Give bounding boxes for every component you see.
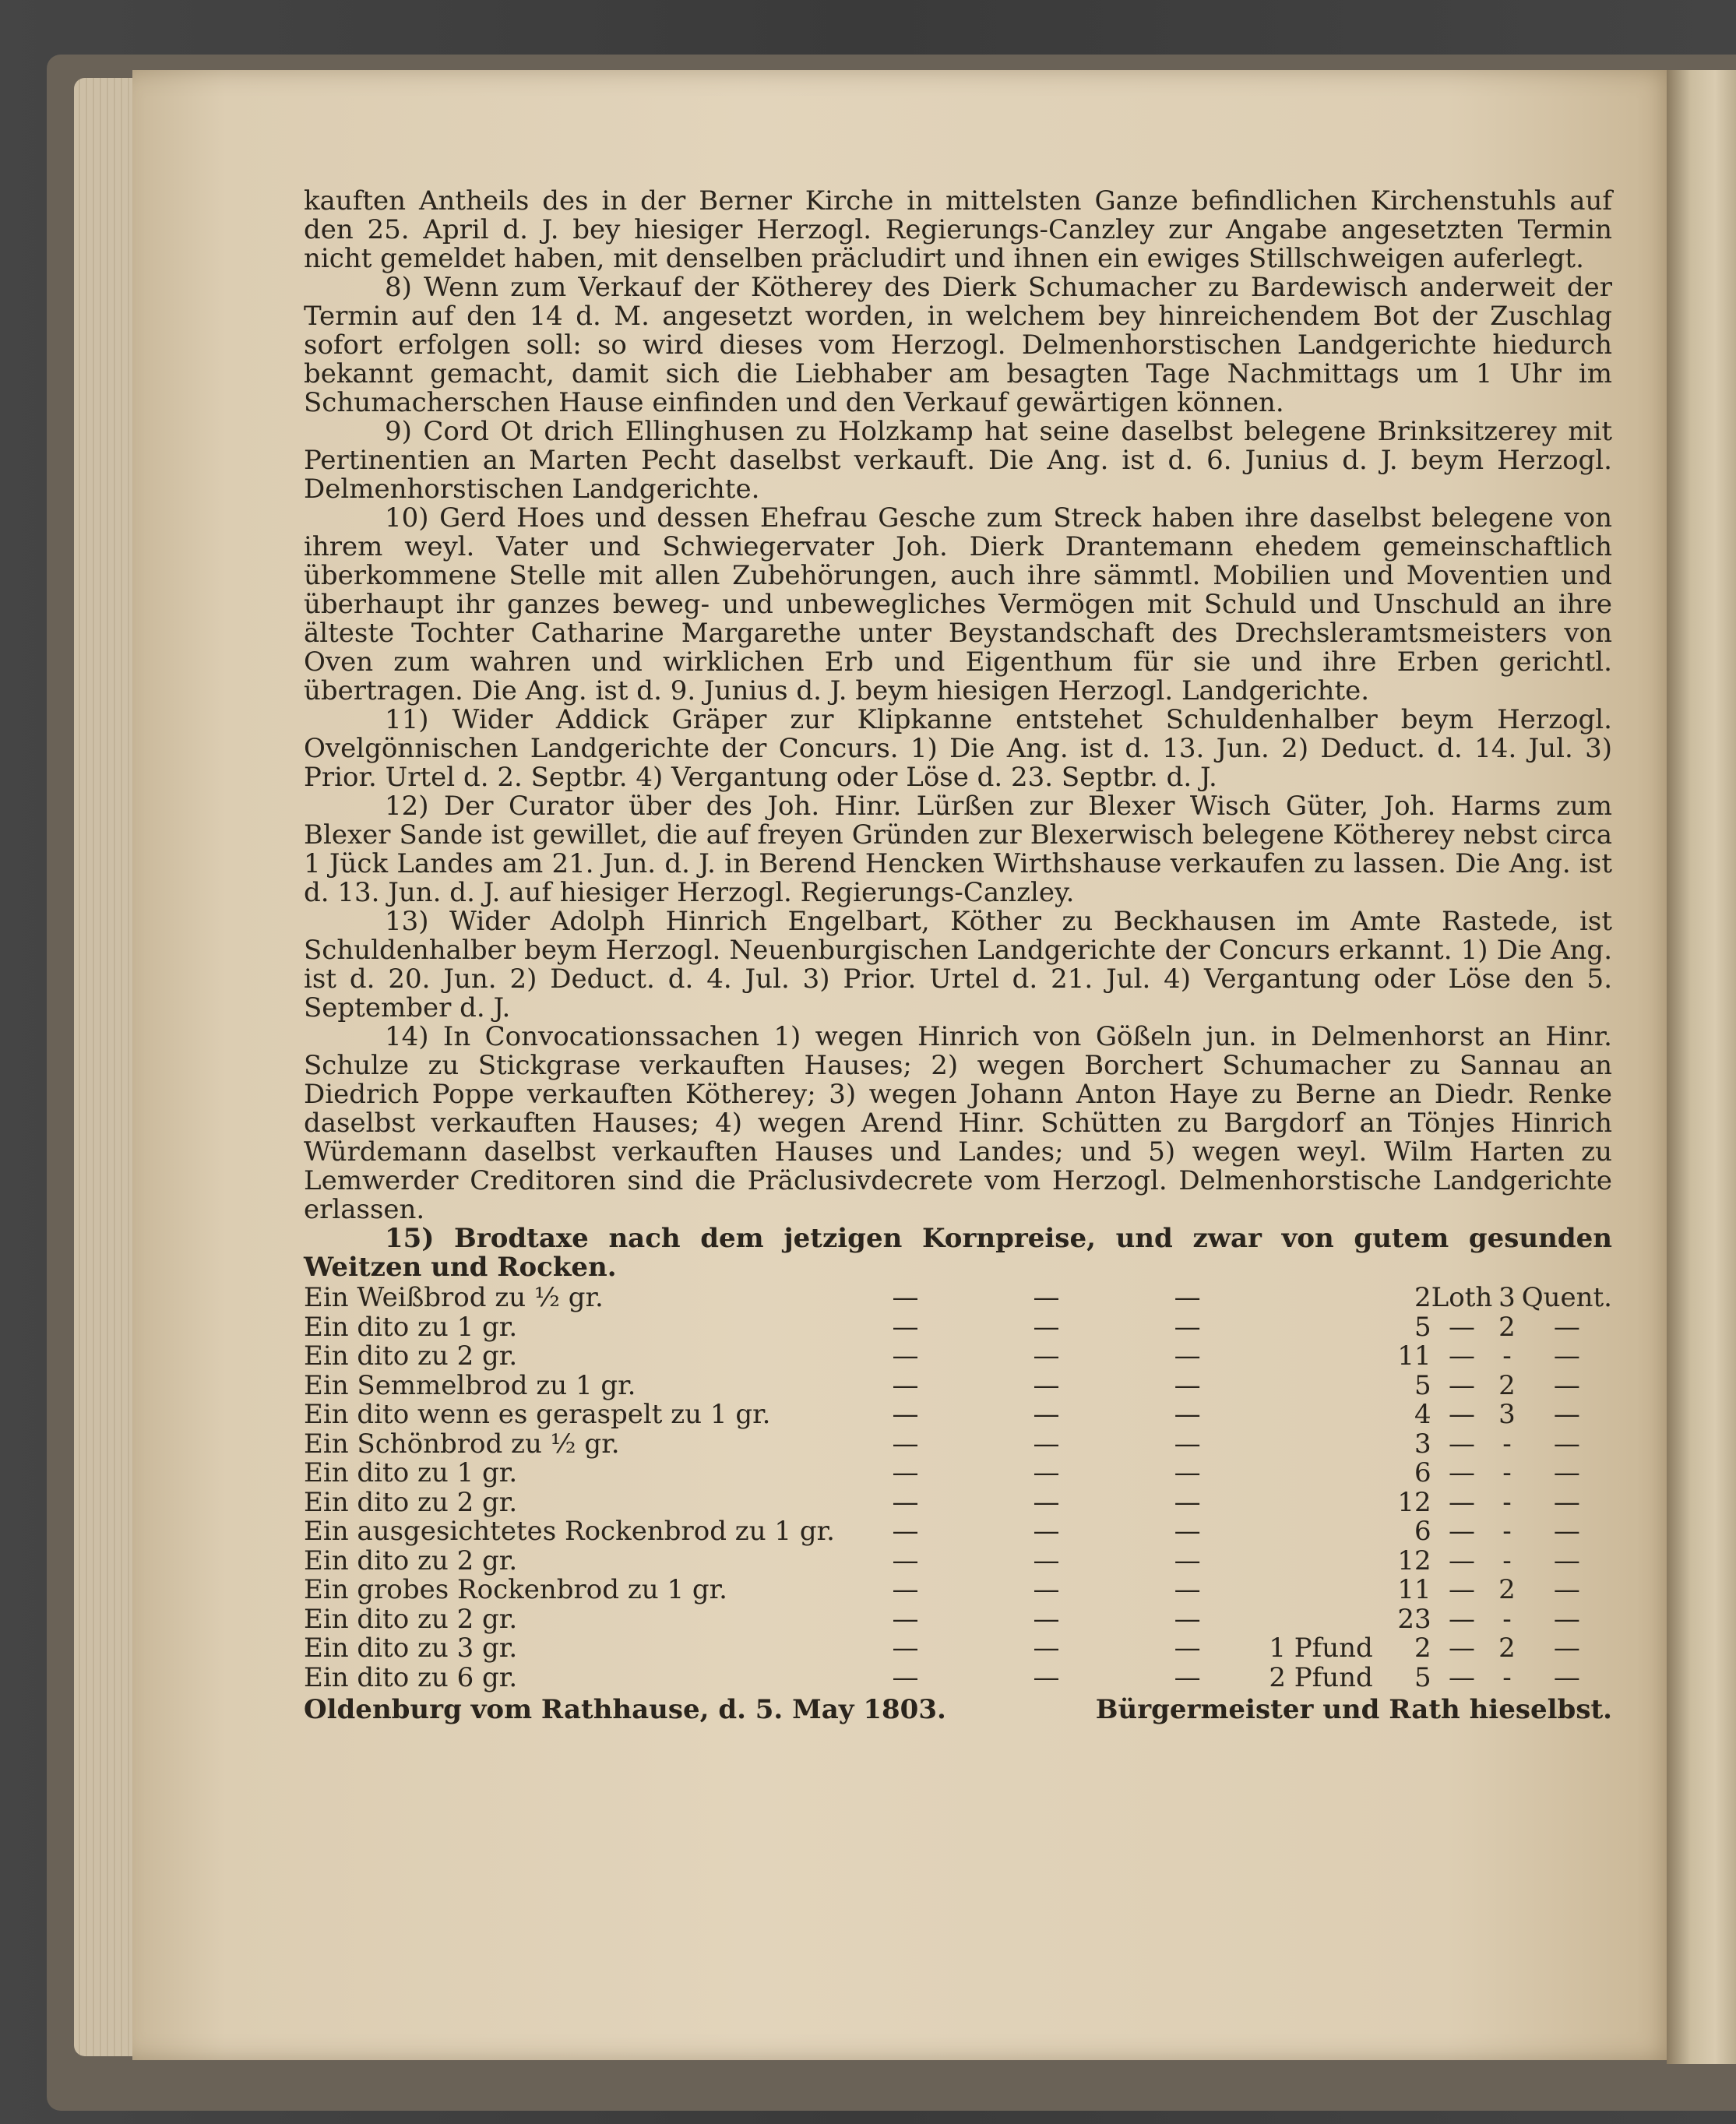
- weight-note: 2 Pfund: [1269, 1661, 1373, 1693]
- weight-unit: —: [1448, 1516, 1475, 1547]
- dash-1: —: [892, 1603, 919, 1635]
- weight-unit: —: [1448, 1457, 1475, 1488]
- table-row: [304, 1313, 1612, 1343]
- quent-value: -: [1502, 1428, 1512, 1460]
- weight-note: [1258, 1605, 1373, 1635]
- weight-value: 12: [1397, 1486, 1431, 1518]
- quent-value: 3: [1498, 1399, 1516, 1430]
- dash-2: —: [1033, 1516, 1060, 1547]
- table-row: [304, 1430, 1612, 1460]
- weight-value: 2: [1414, 1633, 1431, 1664]
- dash-1: —: [892, 1399, 919, 1430]
- weight-unit: —: [1448, 1633, 1475, 1664]
- weight-note: 1 Pfund: [1269, 1633, 1373, 1664]
- dash-3: —: [1174, 1340, 1201, 1372]
- weight-note: [1258, 1400, 1373, 1430]
- dash-1: —: [892, 1369, 919, 1401]
- item: Ein dito zu 2 gr.: [304, 1340, 518, 1372]
- table-row: [304, 1459, 1612, 1488]
- dash-1: —: [892, 1282, 919, 1313]
- quent-unit: Quent.: [1521, 1282, 1612, 1313]
- item: Ein dito zu 2 gr.: [304, 1486, 518, 1518]
- dash-2: —: [1033, 1603, 1060, 1635]
- dash-3: —: [1174, 1428, 1201, 1460]
- page-text: [304, 187, 1612, 1724]
- dash-3: —: [1174, 1574, 1201, 1605]
- quent-unit: —: [1553, 1486, 1580, 1518]
- dash-2: —: [1033, 1574, 1060, 1605]
- table-row: [304, 1372, 1612, 1401]
- weight-value: 5: [1414, 1369, 1431, 1401]
- dash-2: —: [1033, 1399, 1060, 1430]
- weight-unit: —: [1448, 1661, 1475, 1693]
- quent-unit: —: [1553, 1369, 1580, 1401]
- dash-2: —: [1033, 1428, 1060, 1460]
- quent-unit: —: [1553, 1340, 1580, 1372]
- table-row: [304, 1664, 1612, 1693]
- weight-note: [1258, 1517, 1373, 1547]
- dash-3: —: [1174, 1399, 1201, 1430]
- item: Ein dito zu 2 gr.: [304, 1603, 518, 1635]
- bread-tax-table: [304, 1284, 1612, 1693]
- weight-unit: —: [1448, 1311, 1475, 1343]
- table-row: [304, 1517, 1612, 1547]
- dash-3: —: [1174, 1369, 1201, 1401]
- paragraph-8: 8) Wenn zum Verkauf der Kötherey des Dierk Schumacher zu Bardewisch anderweit der Termin auf den 14 d. M. angesetzt worden, in welchem bey hinreichendem Bot der Zuschlag sofort erfolgen soll: so wird dieses vom Herzogl. Delmenhorstischen Landgerichte hiedurch bekannt gemacht, damit sich die Liebhaber am besagten Tage Nachmittags um 1 Uhr im Schumacherschen Hause einfinden und den Verkauf gewärtigen können.: [304, 272, 1612, 418]
- item: Ein dito zu 2 gr.: [304, 1545, 518, 1576]
- paragraph-12: 12) Der Curator über des Joh. Hinr. Lürßen zur Blexer Wisch Güter, Joh. Harms zum Blexer Sande ist gewillet, die auf freyen Gründen zur Blexerwisch belegene Kötherey nebst circa 1 Jück Landes am 21. Jun. d. J. in Berend Hencken Wirthshause verkaufen zu lassen. Die Ang. ist d. 13. Jun. d. J. auf hiesiger Herzogl. Regierungs-Canzley.: [304, 791, 1612, 908]
- dash-2: —: [1033, 1633, 1060, 1664]
- page-footer: [304, 1696, 1612, 1724]
- weight-value: 6: [1414, 1516, 1431, 1547]
- dash-3: —: [1174, 1311, 1201, 1343]
- paragraph-9: 9) Cord Ot drich Ellinghusen zu Holzkamp hat seine daselbst belegene Brinksitzerey mit Pertinentien an Marten Pecht daselbst verkauft. Die Ang. ist d. 6. Junius d. J. beym Herzogl. Delmenhorstischen Landgerichte.: [304, 416, 1612, 505]
- quent-unit: —: [1553, 1661, 1580, 1693]
- quent-value: -: [1502, 1516, 1512, 1547]
- weight-note: [1258, 1459, 1373, 1488]
- weight-value: 4: [1414, 1399, 1431, 1430]
- weight-unit: —: [1448, 1574, 1475, 1605]
- quent-unit: —: [1553, 1457, 1580, 1488]
- weight-value: 12: [1397, 1545, 1431, 1576]
- weight-unit: —: [1448, 1428, 1475, 1460]
- dash-1: —: [892, 1574, 919, 1605]
- dash-3: —: [1174, 1486, 1201, 1518]
- dash-2: —: [1033, 1369, 1060, 1401]
- item: Ein dito zu 6 gr.: [304, 1661, 518, 1693]
- quent-unit: —: [1553, 1545, 1580, 1576]
- dash-3: —: [1174, 1516, 1201, 1547]
- item: Ein Schönbrod zu ½ gr.: [304, 1428, 620, 1460]
- dash-1: —: [892, 1661, 919, 1693]
- quent-value: -: [1502, 1545, 1512, 1576]
- weight-unit: —: [1448, 1486, 1475, 1518]
- dash-3: —: [1174, 1633, 1201, 1664]
- weight-note: [1258, 1313, 1373, 1343]
- quent-unit: —: [1553, 1603, 1580, 1635]
- quent-unit: —: [1553, 1516, 1580, 1547]
- quent-unit: —: [1553, 1633, 1580, 1664]
- item: Ein dito wenn es geraspelt zu 1 gr.: [304, 1399, 771, 1430]
- quent-unit: —: [1553, 1311, 1580, 1343]
- weight-unit: —: [1448, 1545, 1475, 1576]
- weight-note: [1258, 1342, 1373, 1372]
- dash-1: —: [892, 1545, 919, 1576]
- item: Ein Weißbrod zu ½ gr.: [304, 1282, 604, 1313]
- dash-3: —: [1174, 1661, 1201, 1693]
- table-row: [304, 1634, 1612, 1664]
- table-row: [304, 1284, 1612, 1313]
- weight-value: 3: [1414, 1428, 1431, 1460]
- quent-value: 2: [1498, 1633, 1516, 1664]
- quent-unit: —: [1553, 1428, 1580, 1460]
- paragraph-14: 14) In Convocationssachen 1) wegen Hinrich von Gößeln jun. in Delmenhorst an Hinr. Schulze zu Stickgrase verkauften Hauses; 2) wegen Borchert Schumacher zu Sannau an Diedrich Poppe verkauften Kötherey; 3) wegen Johann Anton Haye zu Berne an Diedr. Renke daselbst verkauften Hauses; 4) wegen Arend Hinr. Schütten zu Bargdorf an Tönjes Hinrich Würdemann daselbst verkauften Hauses und Landes; und 5) wegen weyl. Wilm Harten zu Lemwerder Creditoren sind die Präclusivdecrete vom Herzogl. Delmenhorstische Landgerichte erlassen.: [304, 1021, 1612, 1225]
- paragraph-13: 13) Wider Adolph Hinrich Engelbart, Köther zu Beckhausen im Amte Rastede, ist Schuldenhalber beym Herzogl. Neuenburgischen Landgerichte der Concurs erkannt. 1) Die Ang. ist d. 20. Jun. 2) Deduct. d. 4. Jul. 3) Prior. Urtel d. 21. Jul. 4) Vergantung oder Löse den 5. September d. J.: [304, 906, 1612, 1023]
- weight-value: 2: [1414, 1282, 1431, 1313]
- weight-unit: —: [1448, 1603, 1475, 1635]
- quent-unit: —: [1553, 1399, 1580, 1430]
- item: Ein dito zu 3 gr.: [304, 1633, 518, 1664]
- dash-3: —: [1174, 1603, 1201, 1635]
- dash-1: —: [892, 1428, 919, 1460]
- weight-note: [1258, 1284, 1373, 1313]
- quent-value: -: [1502, 1340, 1512, 1372]
- dash-2: —: [1033, 1545, 1060, 1576]
- dash-2: —: [1033, 1457, 1060, 1488]
- page-gutter: [1667, 70, 1736, 2064]
- weight-unit: —: [1448, 1399, 1475, 1430]
- table-row: [304, 1605, 1612, 1635]
- weight-note: [1258, 1576, 1373, 1605]
- paragraph-10: 10) Gerd Hoes und dessen Ehefrau Gesche zum Streck haben ihre daselbst belegene von ihrem weyl. Vater und Schwiegervater Joh. Dierk Drantemann ehedem gemeinschaftlich überkommene Stelle mit allen Zubehörungen, auch ihre sämmtl. Mobilien und Moventien und überhaupt ihr ganzes beweg- und unbewegliches Vermögen mit Schuld und Unschuld an ihre älteste Tochter Catharine Margarethe unter Beystandschaft des Drechsleramtsmeisters von Oven zum wahren und wirklichen Erb und Eigenthum für sie und ihre Erben gerichtl. übertragen. Die Ang. ist d. 9. Junius d. J. beym hiesigen Herzogl. Landgerichte.: [304, 502, 1612, 706]
- dash-2: —: [1033, 1661, 1060, 1693]
- quent-value: -: [1502, 1457, 1512, 1488]
- weight-note: [1258, 1430, 1373, 1460]
- footer-signature: Bürgermeister und Rath hieselbst.: [1095, 1694, 1612, 1725]
- weight-value: 23: [1397, 1603, 1431, 1635]
- dash-1: —: [892, 1340, 919, 1372]
- bread-tax-heading: 15) Brodtaxe nach dem jetzigen Kornpreise, und zwar von gutem gesunden Weitzen und Rocken.: [304, 1223, 1612, 1283]
- weight-note: [1258, 1488, 1373, 1518]
- quent-value: 2: [1498, 1311, 1516, 1343]
- dash-1: —: [892, 1633, 919, 1664]
- dash-3: —: [1174, 1545, 1201, 1576]
- weight-value: 5: [1414, 1661, 1431, 1693]
- paragraph-continuation: kauften Antheils des in der Berner Kirche in mittelsten Ganze befindlichen Kirchenstuhls auf den 25. April d. J. bey hiesiger Herzogl. Regierungs-Canzley zur Angabe angesetzten Termin nicht gemeldet haben, mit denselben präcludirt und ihnen ein ewiges Stillschweigen auferlegt.: [304, 185, 1612, 274]
- table-row: [304, 1488, 1612, 1518]
- dash-2: —: [1033, 1311, 1060, 1343]
- dash-3: —: [1174, 1282, 1201, 1313]
- quent-value: 3: [1498, 1282, 1516, 1313]
- weight-value: 5: [1414, 1311, 1431, 1343]
- quent-value: -: [1502, 1486, 1512, 1518]
- item: Ein grobes Rockenbrod zu 1 gr.: [304, 1574, 727, 1605]
- item: Ein Semmelbrod zu 1 gr.: [304, 1369, 636, 1401]
- dash-2: —: [1033, 1282, 1060, 1313]
- dash-1: —: [892, 1311, 919, 1343]
- dash-2: —: [1033, 1340, 1060, 1372]
- dash-1: —: [892, 1486, 919, 1518]
- weight-unit: Loth: [1431, 1282, 1493, 1313]
- table-row: [304, 1576, 1612, 1605]
- table-row: [304, 1400, 1612, 1430]
- item: Ein ausgesichtetes Rockenbrod zu 1 gr.: [304, 1516, 835, 1547]
- footer-place-date: Oldenburg vom Rathhause, d. 5. May 1803.: [304, 1694, 946, 1725]
- weight-unit: —: [1448, 1369, 1475, 1401]
- paragraph-11: 11) Wider Addick Gräper zur Klipkanne entstehet Schuldenhalber beym Herzogl. Ovelgönnischen Landgerichte der Concurs. 1) Die Ang. ist d. 13. Jun. 2) Deduct. d. 14. Jul. 3) Prior. Urtel d. 2. Septbr. 4) Vergantung oder Löse d. 23. Septbr. d. J.: [304, 704, 1612, 793]
- weight-note: [1258, 1372, 1373, 1401]
- item: Ein dito zu 1 gr.: [304, 1311, 518, 1343]
- item: Ein dito zu 1 gr.: [304, 1457, 518, 1488]
- weight-value: 11: [1397, 1574, 1431, 1605]
- weight-note: [1258, 1547, 1373, 1576]
- quent-value: 2: [1498, 1574, 1516, 1605]
- dash-1: —: [892, 1516, 919, 1547]
- weight-value: 11: [1397, 1340, 1431, 1372]
- quent-value: 2: [1498, 1369, 1516, 1401]
- weight-unit: —: [1448, 1340, 1475, 1372]
- dash-1: —: [892, 1457, 919, 1488]
- dash-3: —: [1174, 1457, 1201, 1488]
- quent-value: -: [1502, 1603, 1512, 1635]
- table-row: [304, 1342, 1612, 1372]
- dash-2: —: [1033, 1486, 1060, 1518]
- table-row: [304, 1547, 1612, 1576]
- quent-unit: —: [1553, 1574, 1580, 1605]
- weight-value: 6: [1414, 1457, 1431, 1488]
- quent-value: -: [1502, 1661, 1512, 1693]
